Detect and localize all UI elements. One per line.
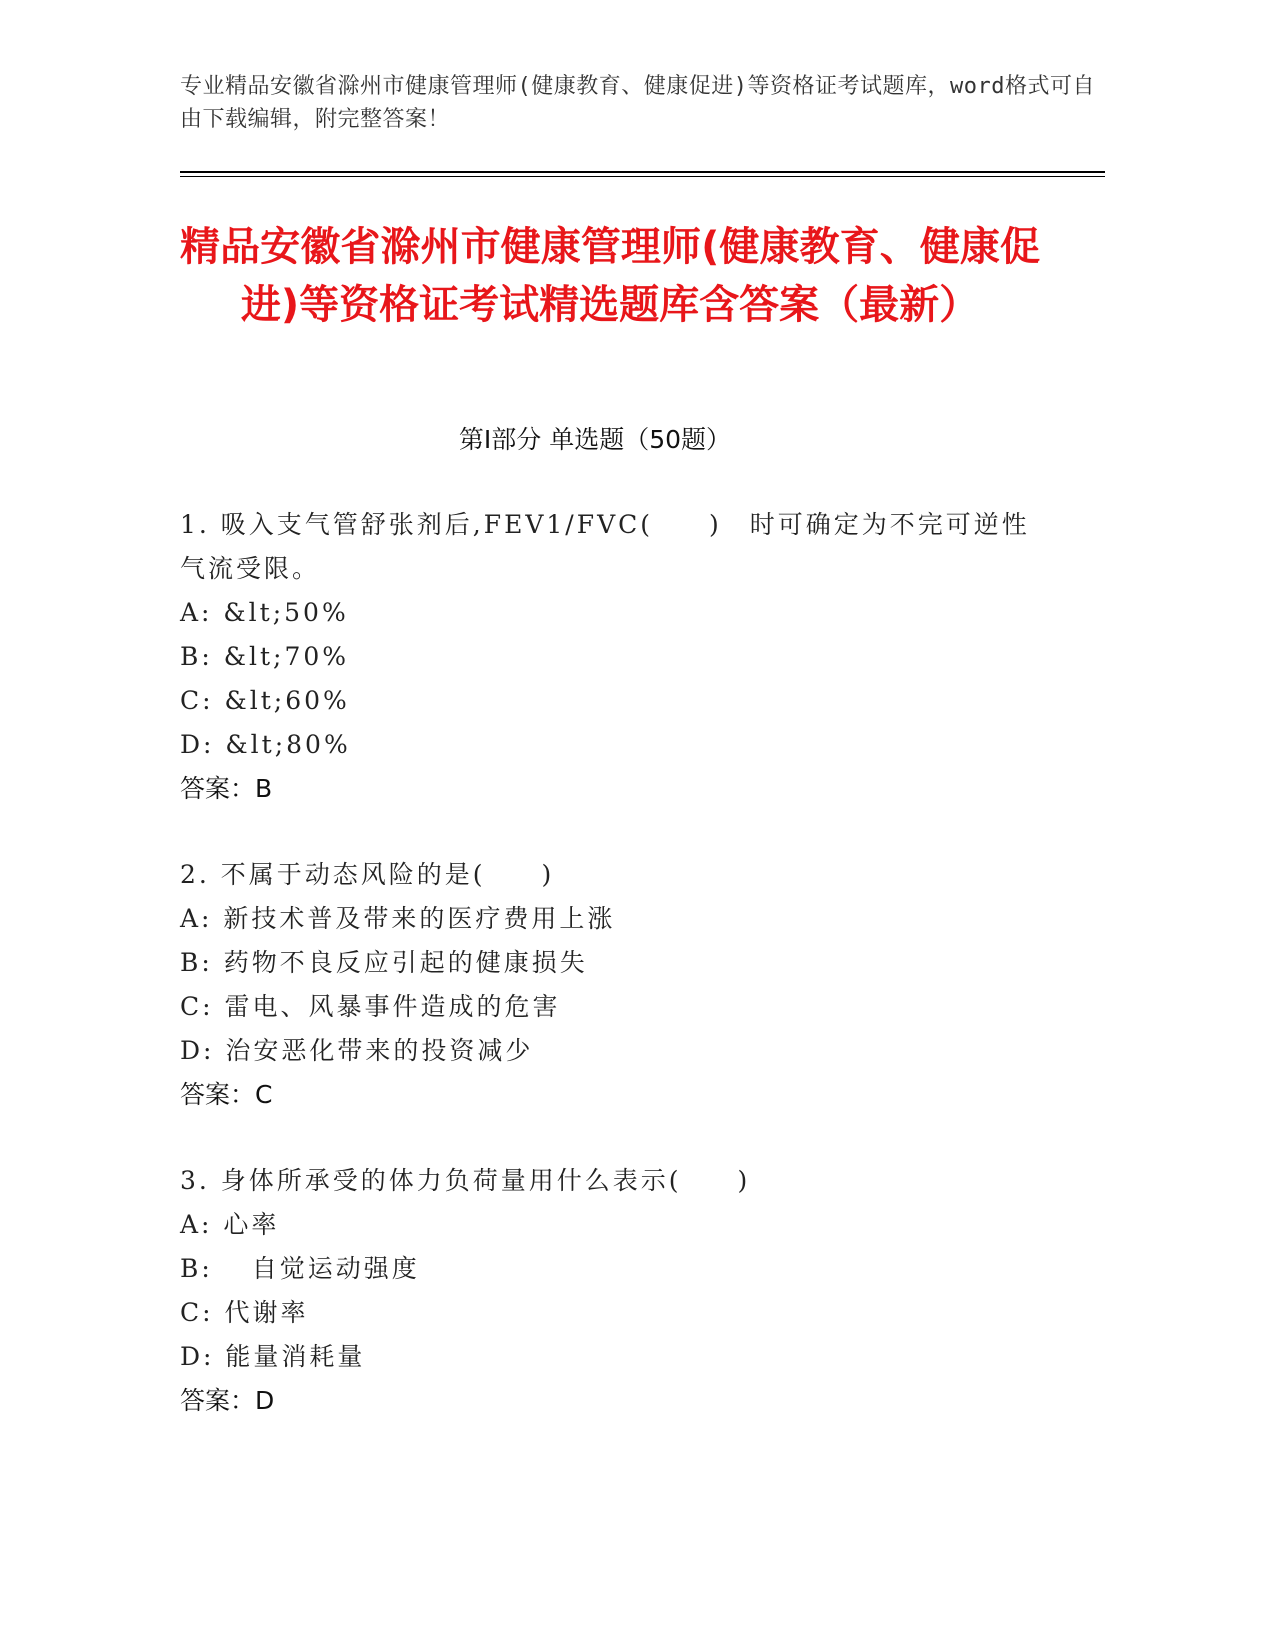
- question-stem: 1. 吸入支气管舒张剂后,FEV1/FVC( ) 时可确定为不完可逆性气流受限。: [180, 510, 1030, 583]
- option-c: C: &lt;60%: [180, 686, 350, 715]
- option-b: B: 自觉运动强度: [180, 1254, 420, 1283]
- question-stem: 2. 不属于动态风险的是( ): [180, 860, 555, 889]
- question-item: [180, 503, 1040, 811]
- option-a: A: 新技术普及带来的医疗费用上涨: [180, 904, 616, 933]
- option-d: D: 能量消耗量: [180, 1342, 366, 1371]
- answer-line: 答案：B: [180, 774, 273, 803]
- question-item: [180, 1159, 1040, 1423]
- option-b: B: &lt;70%: [180, 642, 350, 671]
- document-title: 精品安徽省滁州市健康管理师(健康教育、健康促进)等资格证考试精选题库含答案（最新）: [180, 224, 1040, 328]
- header-divider-thin: [180, 176, 1105, 177]
- option-d: D: &lt;80%: [180, 730, 351, 759]
- option-b: B: 药物不良反应引起的健康损失: [180, 948, 588, 977]
- question-stem: 3. 身体所承受的体力负荷量用什么表示( ): [180, 1166, 751, 1195]
- option-c: C: 雷电、风暴事件造成的危害: [180, 992, 561, 1021]
- option-d: D: 治安恶化带来的投资减少: [180, 1036, 534, 1065]
- answer-line: 答案：C: [180, 1080, 273, 1109]
- section-heading: 第Ⅰ部分 单选题（50题）: [458, 425, 732, 454]
- header-note: 专业精品安徽省滁州市健康管理师(健康教育、健康促进)等资格证考试题库，word格式可自由下载编辑，附完整答案！: [180, 74, 1095, 132]
- option-a: A: 心率: [180, 1210, 280, 1239]
- answer-line: 答案：D: [180, 1386, 275, 1415]
- question-list: [180, 503, 1040, 1465]
- option-a: A: &lt;50%: [180, 598, 349, 627]
- option-c: C: 代谢率: [180, 1298, 309, 1327]
- header-divider-thick: [180, 171, 1105, 173]
- question-item: [180, 853, 1040, 1117]
